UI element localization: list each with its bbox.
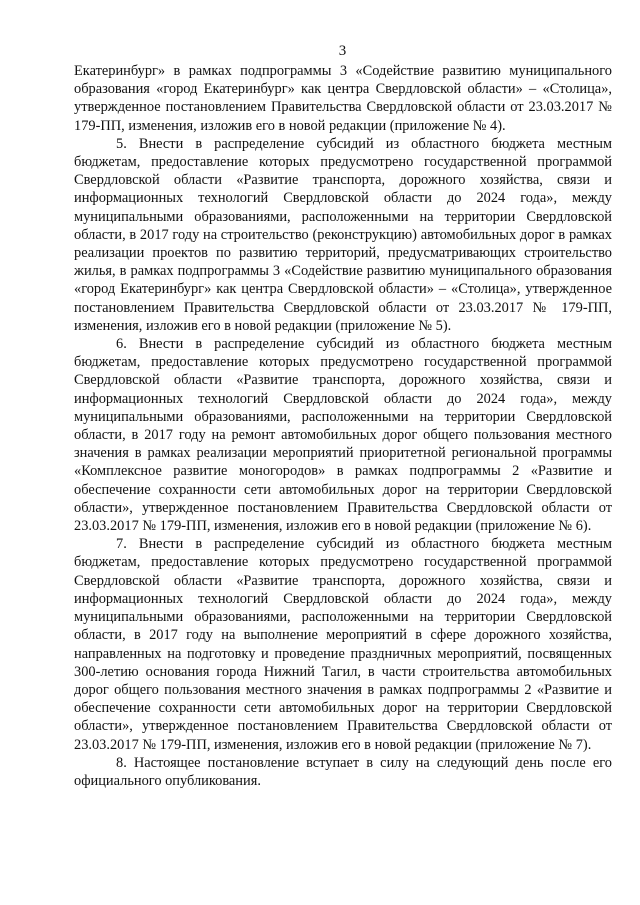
paragraph-item-5: 5. Внести в распределение субсидий из областного бюджета местным бюджетам, предоставление которых предусмотрено государственной программой Свердловской области «Развитие транспорта, дорожного хозяйства, связи и информационных технологий Свердловской области до 2024 года», между муниципальными образованиями, расположенными на территории Свердловской области, в 2017 году на строительство (реконструкцию) автомобильных дорог в рамках реализации проектов по развитию территорий, предусматривающих строительство жилья, в рамках подпрограммы 3 «Содействие развитию муниципального образования «город Екатеринбург» как центра Свердловской области» – «Столица», утвержденное постановлением Правительства Свердловской области от 23.03.2017 № 179-ПП, изменения, изложив его в новой редакции (приложение № 5). [74,135,612,334]
paragraph-item-7: 7. Внести в распределение субсидий из областного бюджета местным бюджетам, предоставление которых предусмотрено государственной программой Свердловской области «Развитие транспорта, дорожного хозяйства, связи и информационных технологий Свердловской области до 2024 года», между муниципальными образованиями, расположенными на территории Свердловской области, в 2017 году на выполнение мероприятий в сфере дорожного хозяйства, направленных на подготовку и проведение праздничных мероприятий, посвященных 300-летию основания города Нижний Тагил, в части строительства автомобильных дорог общего пользования местного значения в рамках подпрограммы 2 «Развитие и обеспечение сохранности сети автомобильных дорог на территории Свердловской области», утвержденное постановлением Правительства Свердловской области от 23.03.2017 № 179-ПП, изменения, изложив его в новой редакции (приложение № 7). [74,536,612,753]
paragraph-item-6: 6. Внести в распределение субсидий из областного бюджета местным бюджетам, предоставление которых предусмотрено государственной программой Свердловской области «Развитие транспорта, дорожного хозяйства, связи и информационных технологий Свердловской области до 2024 года», между муниципальными образованиями, расположенными на территории Свердловской области, в 2017 году на ремонт автомобильных дорог общего пользования местного значения в рамках реализации мероприятий приоритетной региональной программы «Комплексное развитие моногородов» в рамках подпрограммы 2 «Развитие и обеспечение сохранности сети автомобильных дорог на территории Свердловской области», утвержденное постановлением Правительства Свердловской области от 23.03.2017 № 179-ПП, изменения, изложив его в новой редакции (приложение № 6). [74,336,612,535]
paragraph-continuation: Екатеринбург» в рамках подпрограммы 3 «Содействие развитию муниципального образования «город Екатеринбург» как центра Свердловской области» – «Столица», утвержденное постановлением Правительства Свердловской области от 23.03.2017 № 179-ПП, изменения, изложив его в новой редакции (приложение № 4). [74,63,612,134]
document-body [74,62,612,790]
page-number: 3 [338,43,347,59]
paragraph-item-8: 8. Настоящее постановление вступает в силу на следующий день после его официального опубликования. [74,754,612,789]
